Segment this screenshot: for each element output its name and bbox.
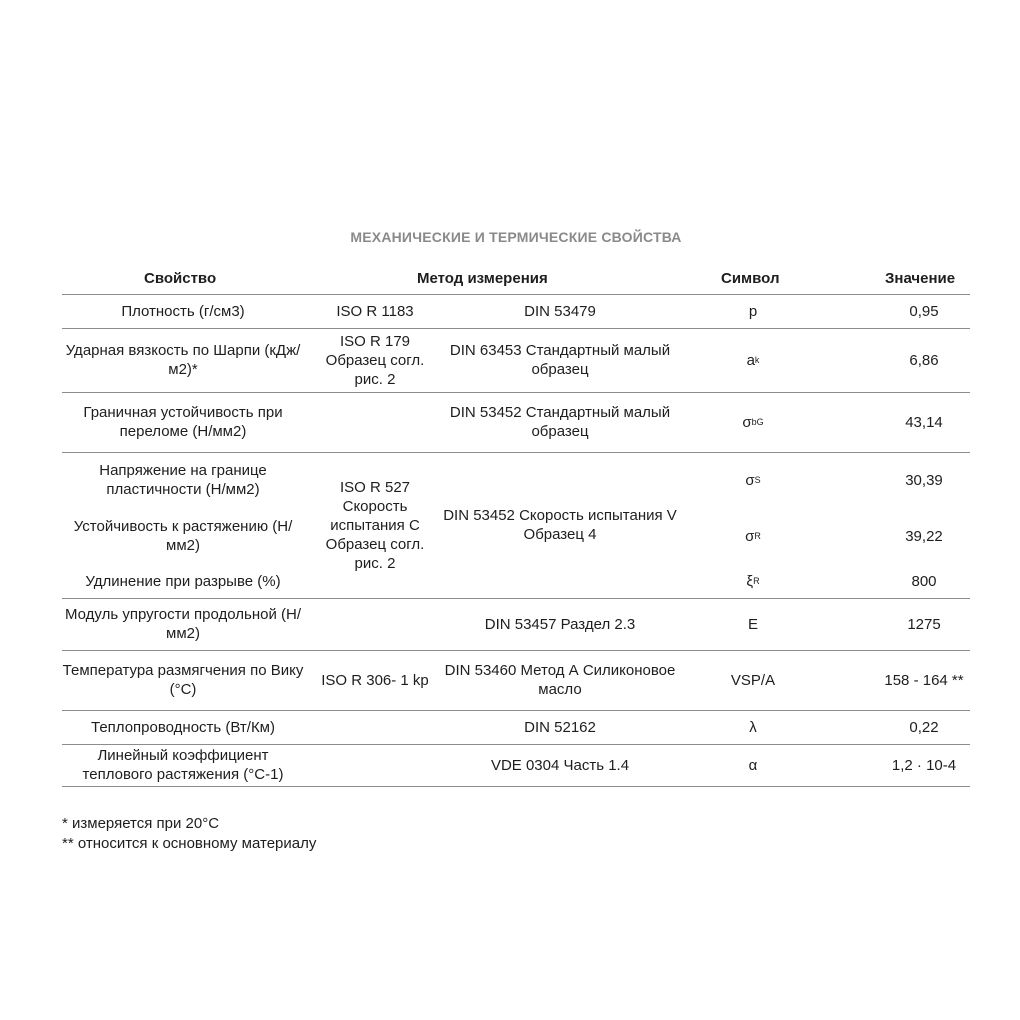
symbol-cell: λ (749, 718, 757, 736)
din-method-cell: DIN 53452 Скорость испытания V Образец 4 (443, 507, 677, 543)
value-cell: 6,86 (909, 351, 939, 369)
value-cell: 0,95 (909, 302, 939, 320)
property-cell: Теплопроводность (Вт/Км) (91, 718, 275, 736)
iso-method-cell: ISO R 527 Скорость испытания С Образец согл. рис. 2 (325, 478, 425, 572)
value-cell: 30,39 (905, 471, 943, 489)
property-cell: Граничная устойчивость при переломе (Н/мм2) (83, 404, 283, 440)
footnote: * измеряется при 20°C (62, 815, 220, 832)
value-cell: 1,2 · 10-4 (891, 756, 957, 774)
footnote: ** относится к основному материалу (62, 835, 317, 852)
din-method-cell: DIN 52162 (524, 718, 596, 736)
din-method-cell: DIN 53460 Метод А Силиконовое масло (444, 662, 676, 698)
value-cell: 43,14 (905, 413, 943, 431)
din-method-cell: VDE 0304 Часть 1.4 (490, 756, 630, 774)
property-cell: Ударная вязкость по Шарпи (кДж/м2)* (65, 342, 301, 378)
property-cell: Устойчивость к растяжению (Н/мм2) (73, 518, 293, 554)
property-cell: Удлинение при разрыве (%) (85, 572, 281, 590)
symbol-cell: E (747, 615, 758, 633)
iso-method-cell (310, 744, 440, 786)
symbol-cell: ξ R (746, 572, 760, 590)
value-cell: 39,22 (905, 527, 943, 545)
header-property: Свойство (144, 270, 217, 287)
value-cell: 0,22 (909, 718, 939, 736)
symbol-cell: σ S (745, 471, 761, 489)
iso-method-cell (310, 392, 440, 452)
value-cell: 800 (911, 572, 937, 590)
property-cell: Плотность (г/см3) (121, 302, 245, 320)
din-method-cell: DIN 53479 (524, 302, 596, 320)
value-cell: 158 - 164 ** (884, 671, 964, 689)
iso-method-cell: ISO R 306- 1 kp (321, 671, 429, 689)
iso-method-cell (310, 598, 440, 650)
symbol-cell: σ bG (742, 413, 764, 431)
symbol-cell: σ R (745, 527, 761, 545)
header-symbol: Символ (721, 270, 780, 287)
header-value: Значение (885, 270, 956, 287)
section-title: МЕХАНИЧЕСКИЕ И ТЕРМИЧЕСКИЕ СВОЙСТВА (350, 229, 682, 245)
row-divider (62, 786, 970, 787)
property-cell: Модуль упругости продольной (Н/мм2) (64, 606, 301, 642)
header-method: Метод измерения (417, 270, 548, 287)
symbol-cell: p (748, 302, 758, 320)
property-cell: Линейный коэффициент теплового растяжения (°C-1) (82, 747, 284, 783)
value-cell: 1275 (907, 615, 941, 633)
iso-method-cell: ISO R 179 Образец согл. рис. 2 (325, 332, 425, 388)
footnotes (62, 814, 316, 854)
property-cell: Температура размягчения по Вику (°C) (62, 662, 304, 698)
din-method-cell: DIN 53457 Раздел 2.3 (484, 615, 636, 633)
symbol-cell: α (748, 756, 758, 774)
symbol-cell: VSP/A (730, 671, 776, 689)
din-method-cell: DIN 53452 Стандартный малый образец (449, 404, 671, 440)
property-cell: Напряжение на границе пластичности (Н/мм2) (99, 462, 267, 498)
iso-method-cell (310, 710, 440, 744)
symbol-cell: a k (746, 351, 760, 369)
table-header (62, 266, 970, 294)
din-method-cell: DIN 63453 Стандартный малый образец (449, 342, 671, 378)
iso-method-cell: ISO R 1183 (336, 302, 414, 320)
